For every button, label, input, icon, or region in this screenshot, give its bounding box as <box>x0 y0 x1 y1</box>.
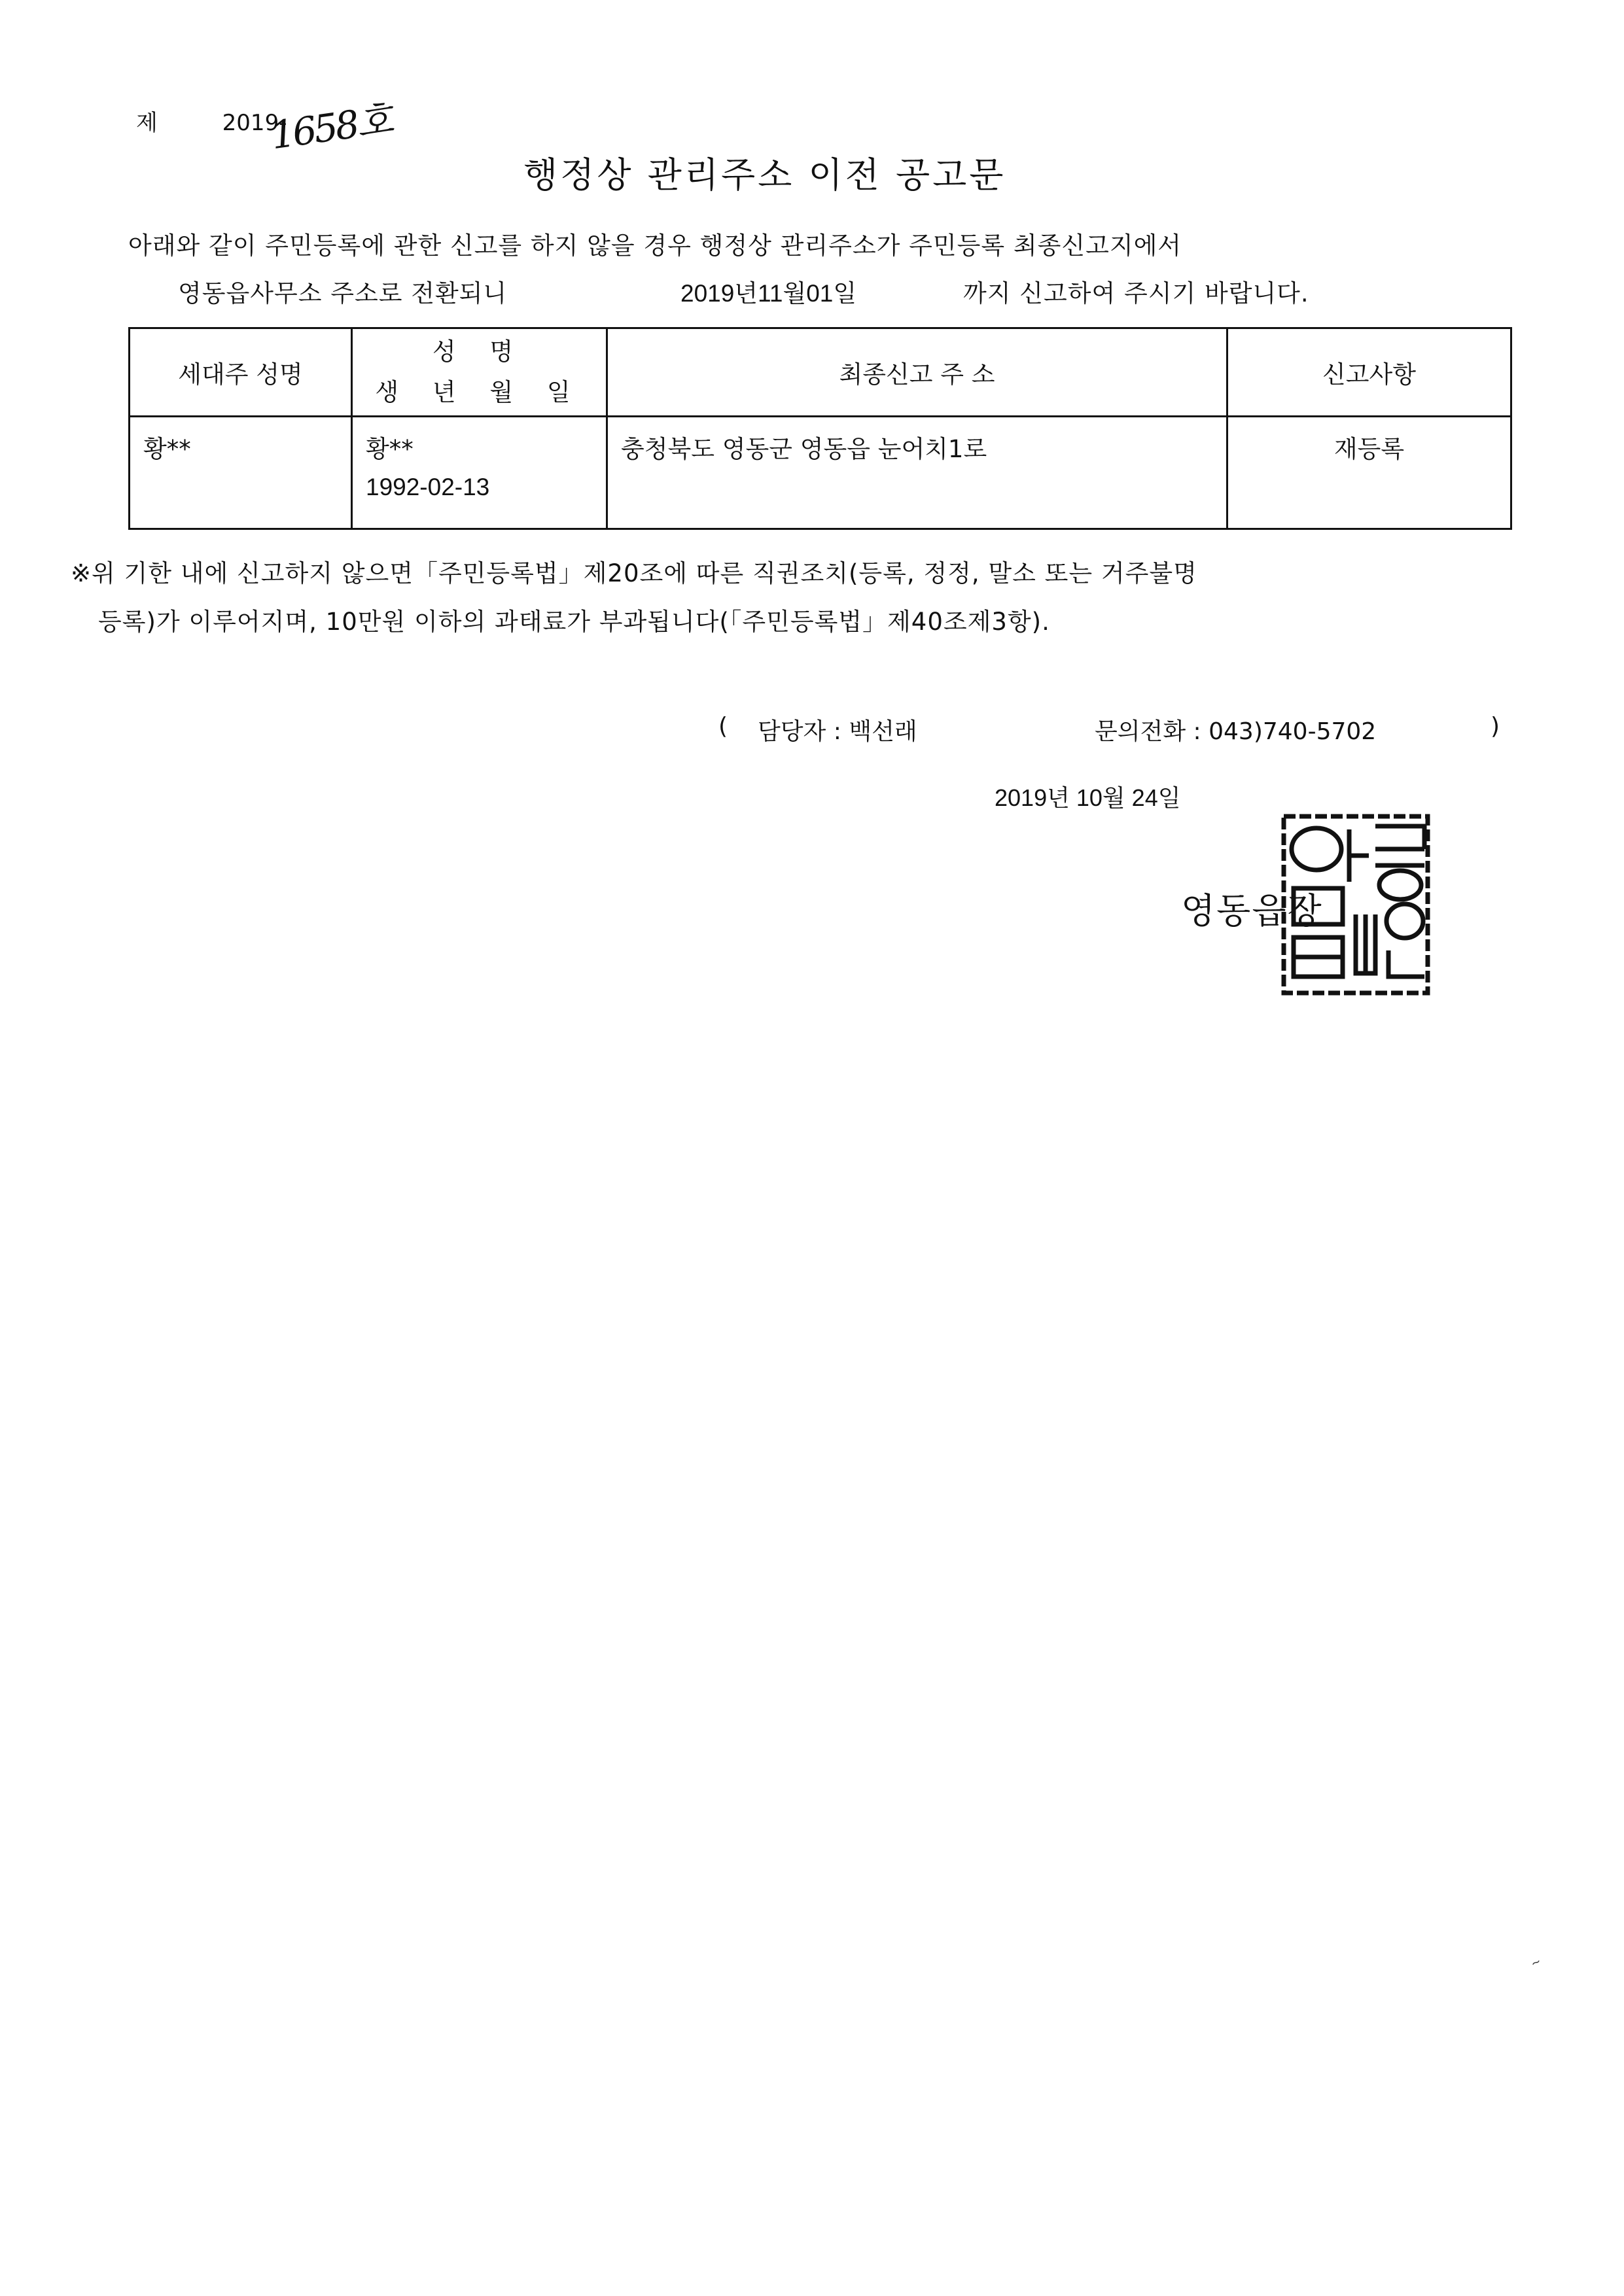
contact-person: 담당자 : 백선래 <box>758 718 917 745</box>
doc-number-suffix: 호 <box>353 97 394 147</box>
header-birth: 생 년 월 일 <box>375 378 584 406</box>
notice-table <box>128 327 1512 530</box>
deadline-date: 2019년11월01일 <box>680 280 857 307</box>
header-householder: 세대주 성명 <box>130 328 352 417</box>
cell-birth: 1992-02-13 <box>366 474 490 500</box>
footnote-line-2: 등록)가 이루어지며, 10만원 이하의 과태료가 부과됩니다(「주민등록법」제40조제3항). <box>98 608 1050 636</box>
intro-line-2-end: 까지 신고하여 주시기 바랍니다. <box>963 279 1309 307</box>
doc-number-prefix: 제 <box>136 110 158 136</box>
doc-number-handwritten-digits: 1658 <box>268 101 360 158</box>
doc-number-handwritten <box>267 89 394 160</box>
document-date: 2019년 10월 24일 <box>995 784 1181 811</box>
intro-line-1: 아래와 같이 주민등록에 관한 신고를 하지 않을 경우 행정상 관리주소가 주민등록 최종신고지에서 <box>128 232 1182 260</box>
cell-report: 재등록 <box>1227 417 1511 529</box>
header-name-birth <box>352 328 607 417</box>
signer-name: 영동읍장 <box>1181 890 1323 931</box>
intro-line-2-start: 영동읍사무소 주소로 전환되니 <box>178 279 508 307</box>
cell-address: 충청북도 영동군 영동읍 눈어치1로 <box>607 417 1227 529</box>
table-header-row <box>130 328 1511 417</box>
footnote-line-1: ※위 기한 내에 신고하지 않으면「주민등록법」제20조에 따른 직권조치(등록, 정정, 말소 또는 거주불명 <box>71 559 1197 587</box>
document-number <box>136 97 394 158</box>
contact-phone: 문의전화 : 043)740-5702 <box>1095 718 1377 745</box>
table-row <box>130 417 1511 529</box>
doc-number-year: 2019- <box>222 110 287 136</box>
cell-name: 황** <box>366 435 414 463</box>
cell-name-birth <box>352 417 607 529</box>
header-report: 신고사항 <box>1227 328 1511 417</box>
intro-line-2 <box>178 273 1309 309</box>
cell-householder: 황** <box>130 417 352 529</box>
header-name: 성 명 <box>432 338 527 366</box>
contact-open-paren: ( <box>718 713 728 740</box>
document-title: 행정상 관리주소 이전 공고문 <box>523 154 1006 196</box>
header-address: 최종신고 주 소 <box>607 328 1227 417</box>
scan-speck: ~ <box>1528 1954 1544 1972</box>
contact-close-paren: ) <box>1491 713 1500 740</box>
